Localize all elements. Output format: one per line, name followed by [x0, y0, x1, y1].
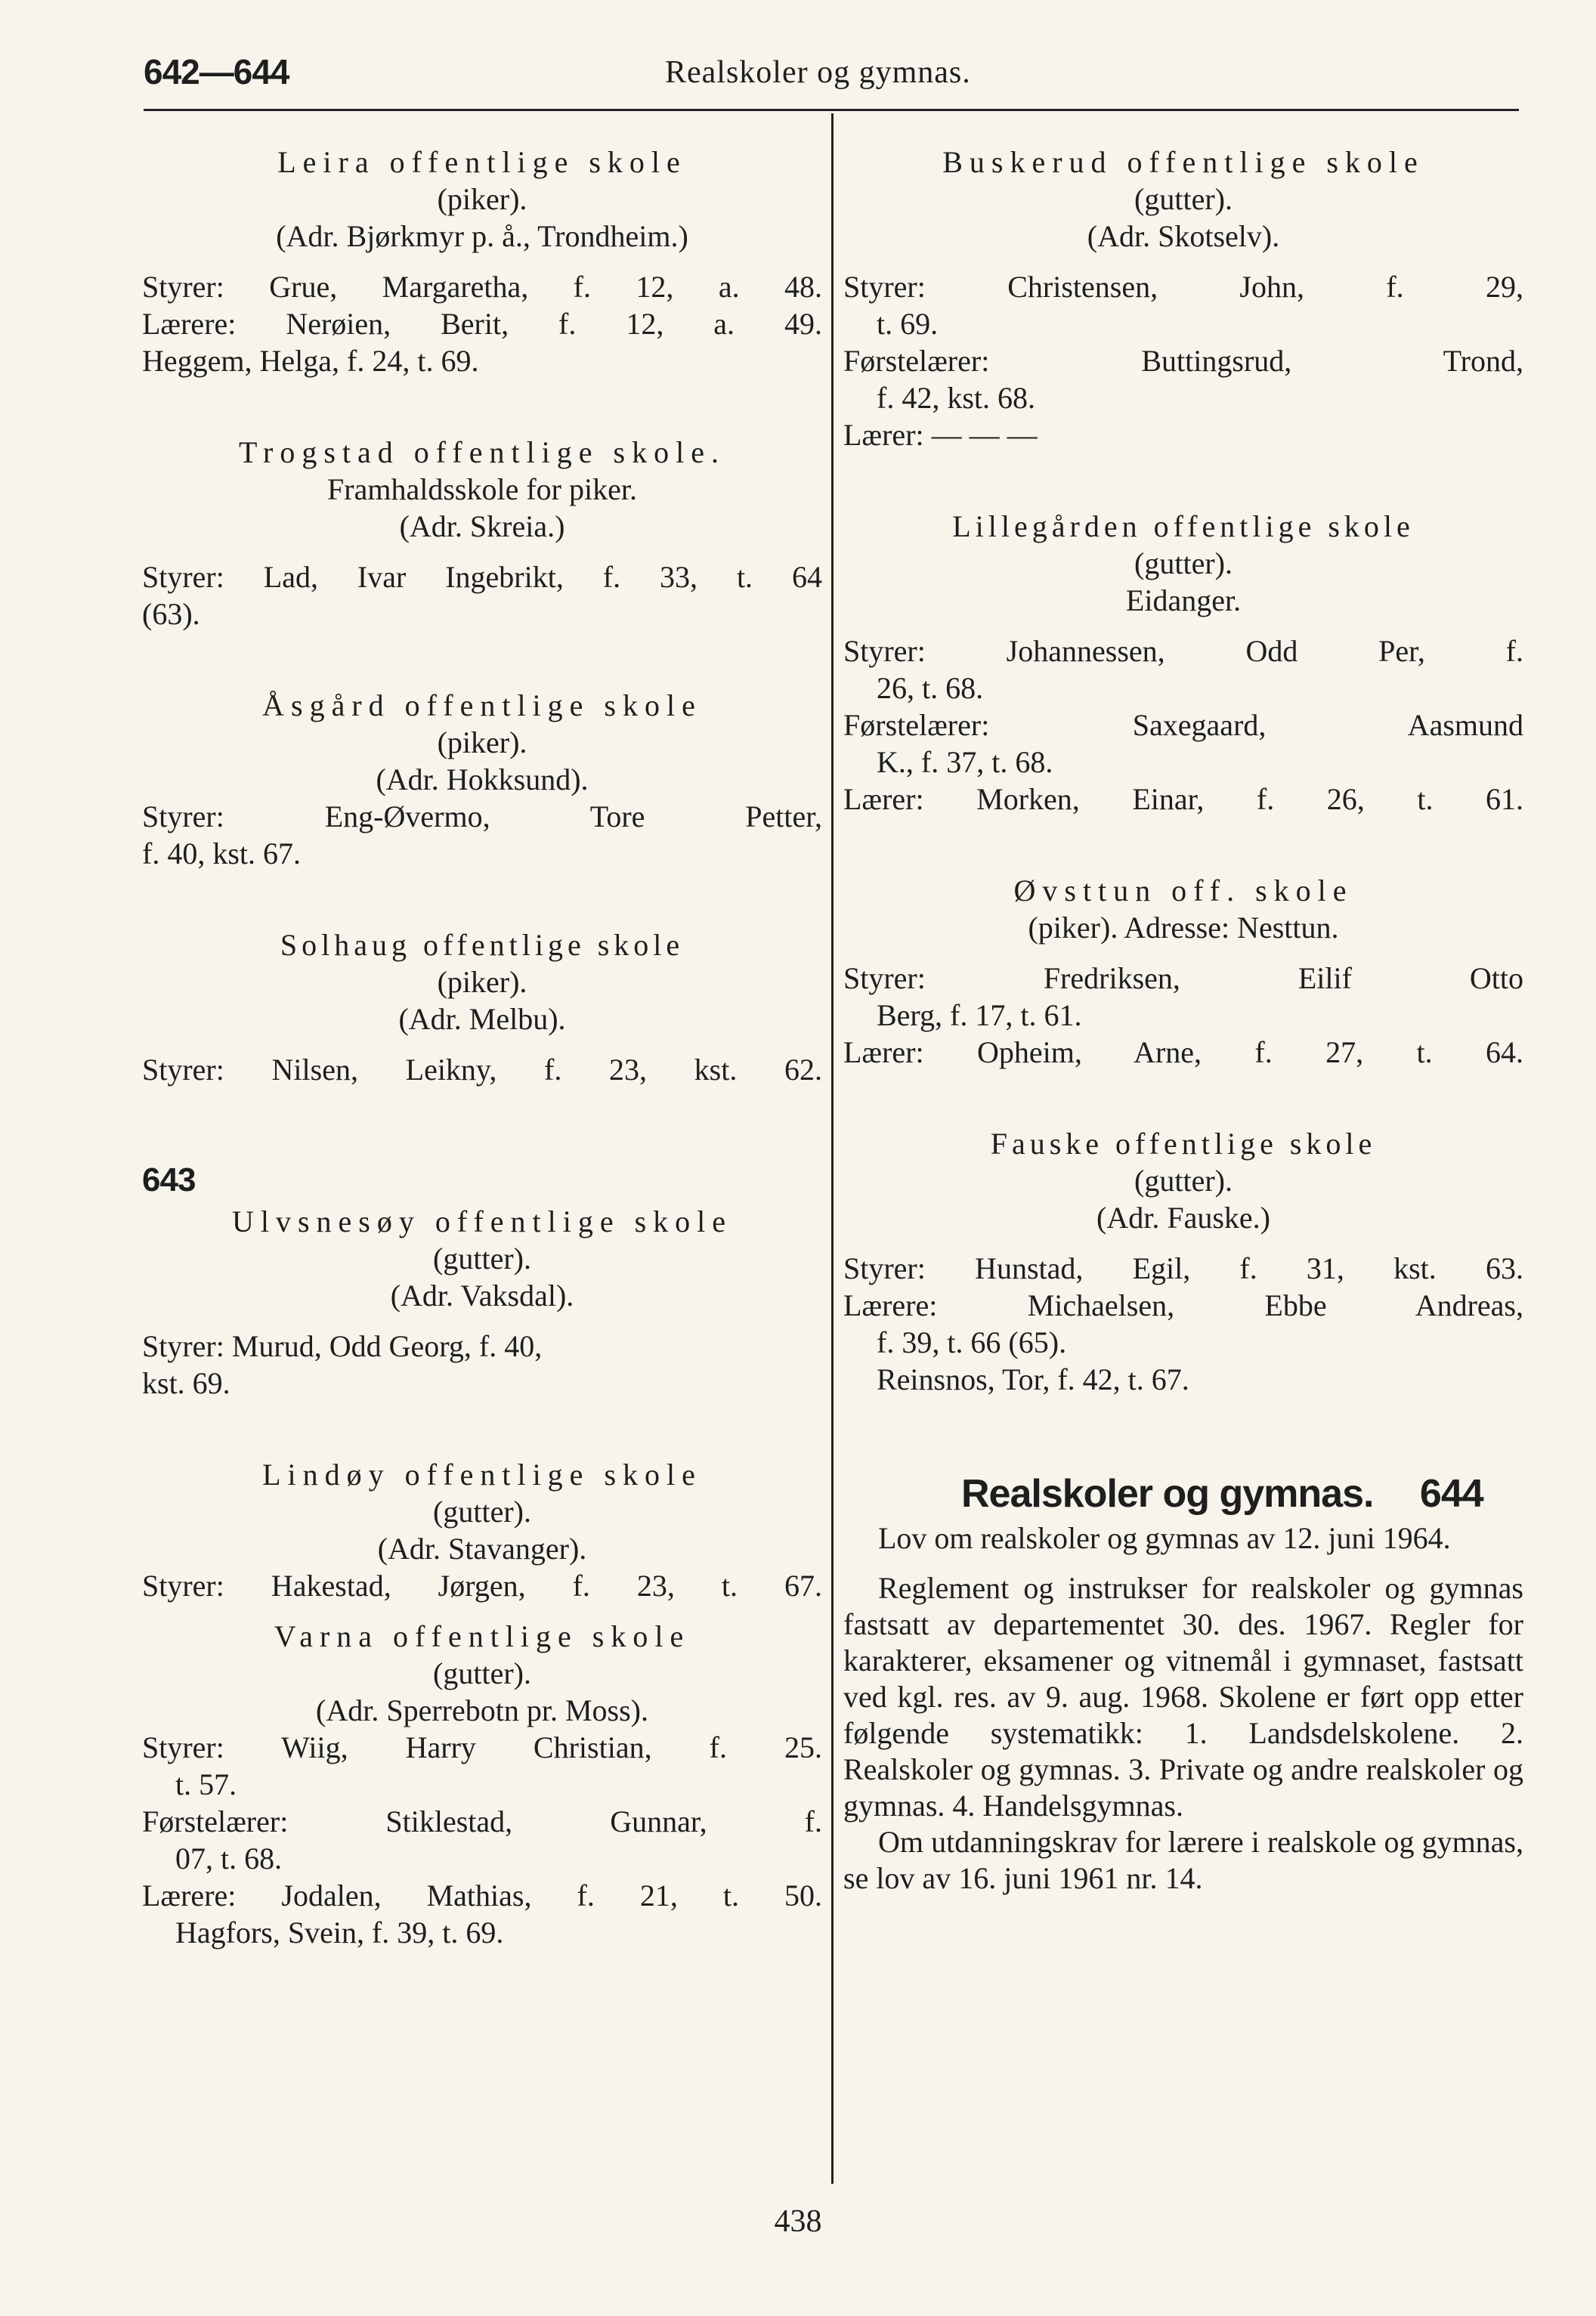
school-address: (Adr. Sperrebotn pr. Moss). — [316, 1693, 648, 1727]
school-entry-solhaug — [142, 926, 822, 1088]
school-entry-lindoy — [142, 1456, 822, 1604]
school-address: (Adr. Hokksund). — [376, 762, 589, 796]
staff-line: Lærere: Nerøien, Berit, f. 12, a. 49. — [142, 307, 822, 341]
school-type: (gutter). — [1134, 182, 1233, 216]
staff-line: Førstelærer: Stiklestad, Gunnar, f. — [142, 1804, 822, 1838]
school-type: (piker). — [437, 182, 527, 216]
staff-line: Styrer: Wiig, Harry Christian, f. 25. — [142, 1730, 822, 1764]
staff-line: Lærer: Morken, Einar, f. 26, t. 61. — [843, 782, 1523, 816]
school-title: Øvsttun off. skole — [1013, 874, 1353, 908]
school-address: (Adr. Melbu). — [398, 1002, 566, 1036]
school-entry-lillegarden — [843, 508, 1523, 818]
header-rule — [144, 109, 1519, 111]
school-entry-ulvsnesoy — [142, 1203, 822, 1402]
staff-line: Styrer: Murud, Odd Georg, f. 40, — [142, 1329, 543, 1363]
running-header — [144, 51, 1519, 112]
school-address: (Adr. Skreia.) — [399, 509, 565, 543]
section-number: 643 — [142, 1161, 196, 1198]
staff-line: f. 39, t. 66 (65). — [877, 1325, 1067, 1359]
school-entry-leira — [142, 144, 822, 379]
school-address: (Adr. Skotselv). — [1087, 219, 1280, 253]
staff-line: Berg, f. 17, t. 61. — [877, 998, 1082, 1032]
section-heading — [843, 1467, 1523, 1520]
paragraph: Om utdanningskrav for lærere i realskole og gymnas, se lov av 16. juni 1961 nr. 14. — [843, 1825, 1523, 1895]
school-entry-buskerud — [843, 144, 1523, 453]
right-column — [843, 144, 1523, 1897]
staff-line: 07, t. 68. — [175, 1841, 283, 1875]
school-address: (Adr. Stavanger). — [377, 1532, 587, 1566]
school-address: (Adr. Bjørkmyr p. å., Trondheim.) — [276, 219, 688, 253]
school-entry-ovsttun — [843, 872, 1523, 1071]
staff-line: t. 69. — [877, 307, 939, 341]
school-type: (piker). — [437, 725, 527, 759]
school-place: Eidanger. — [1125, 583, 1242, 617]
staff-line: Styrer: Johannessen, Odd Per, f. — [843, 634, 1523, 668]
school-entry-asgard — [142, 687, 822, 872]
staff-line: Reinsnos, Tor, f. 42, t. 67. — [877, 1362, 1189, 1396]
staff-line: kst. 69. — [142, 1366, 230, 1400]
staff-line: Heggem, Helga, f. 24, t. 69. — [142, 344, 479, 378]
page-number: 438 — [774, 2204, 822, 2239]
school-type: (gutter). — [433, 1241, 531, 1276]
school-title: Buskerud offentlige skole — [942, 145, 1424, 179]
staff-line: Førstelærer: Saxegaard, Aasmund — [843, 708, 1523, 742]
section-heading-text: Realskoler og gymnas. — [961, 1472, 1374, 1516]
school-entry-trogstad — [142, 434, 822, 632]
school-title: Lillegården offentlige skole — [952, 509, 1415, 543]
school-subtitle: Framhaldsskole for piker. — [327, 472, 637, 506]
school-title: Trogstad offentlige skole. — [239, 435, 725, 469]
school-title: Solhaug offentlige skole — [280, 928, 685, 962]
staff-line: Hagfors, Svein, f. 39, t. 69. — [175, 1916, 504, 1950]
staff-line: Styrer: Lad, Ivar Ingebrikt, f. 33, t. 64 — [142, 560, 822, 594]
staff-line: Lærer: — — — — [843, 418, 1038, 452]
staff-line: f. 40, kst. 67. — [142, 836, 301, 870]
staff-line: Styrer: Hakestad, Jørgen, f. 23, t. 67. — [142, 1569, 822, 1603]
left-column — [142, 144, 822, 1951]
column-divider — [831, 113, 834, 2184]
staff-line: t. 57. — [175, 1767, 237, 1801]
staff-line: Førstelærer: Buttingsrud, Trond, — [843, 344, 1523, 378]
school-entry-fauske — [843, 1125, 1523, 1398]
school-address: (Adr. Vaksdal). — [390, 1279, 574, 1313]
school-title: Varna offentlige skole — [274, 1619, 691, 1653]
staff-line: Lærer: Opheim, Arne, f. 27, t. 64. — [843, 1035, 1523, 1069]
school-type: (piker). Adresse: Nesttun. — [1028, 911, 1339, 945]
school-title: Leira offentlige skole — [277, 145, 687, 179]
school-type: (gutter). — [433, 1495, 531, 1529]
school-type: (gutter). — [1134, 546, 1233, 580]
staff-line: Styrer: Grue, Margaretha, f. 12, a. 48. — [142, 270, 822, 304]
paragraph: Reglement og instrukser for realskoler og gymnas fastsatt av departementet 30. des. 1967. Regler for karakterer, eksamener og vitnemål i gymnaset, fastsatt ved kgl. res. av 9. aug. 1968. Skolene er ført opp etter følgende systematikk: 1. Landsdelskolene. 2. Realskoler og gymnas. 3. Private og andre realskoler og gymnas. 4. Handelsgymnas. — [843, 1571, 1523, 1823]
paragraph: Lov om realskoler og gymnas av 12. juni 1964. — [878, 1521, 1451, 1555]
school-address: (Adr. Fauske.) — [1096, 1201, 1270, 1235]
staff-line: Lærere: Michaelsen, Ebbe Andreas, — [843, 1288, 1523, 1322]
school-entry-varna — [142, 1618, 822, 1951]
school-title: Lindøy offentlige skole — [262, 1458, 702, 1492]
staff-line: Styrer: Nilsen, Leikny, f. 23, kst. 62. — [142, 1053, 822, 1087]
staff-line: Styrer: Fredriksen, Eilif Otto — [843, 961, 1523, 995]
staff-line: (63). — [142, 597, 200, 631]
staff-line: 26, t. 68. — [877, 671, 984, 705]
staff-line: f. 42, kst. 68. — [877, 381, 1035, 415]
school-title: Ulvsnesøy offentlige skole — [231, 1204, 733, 1238]
running-title: Realskoler og gymnas. — [665, 55, 971, 90]
staff-line: K., f. 37, t. 68. — [877, 745, 1053, 779]
school-title: Fauske offentlige skole — [990, 1127, 1377, 1161]
school-type: (piker). — [437, 965, 527, 999]
school-title: Åsgård offentlige skole — [262, 688, 702, 722]
section-heading-number: 644 — [1419, 1472, 1483, 1516]
staff-line: Styrer: Eng-Øvermo, Tore Petter, — [142, 799, 822, 833]
staff-line: Styrer: Hunstad, Egil, f. 31, kst. 63. — [843, 1251, 1523, 1285]
staff-line: Lærere: Jodalen, Mathias, f. 21, t. 50. — [142, 1878, 822, 1912]
staff-line: Styrer: Christensen, John, f. 29, — [843, 270, 1523, 304]
page-range: 642—644 — [144, 52, 289, 91]
school-type: (gutter). — [433, 1656, 531, 1690]
school-type: (gutter). — [1134, 1164, 1233, 1198]
